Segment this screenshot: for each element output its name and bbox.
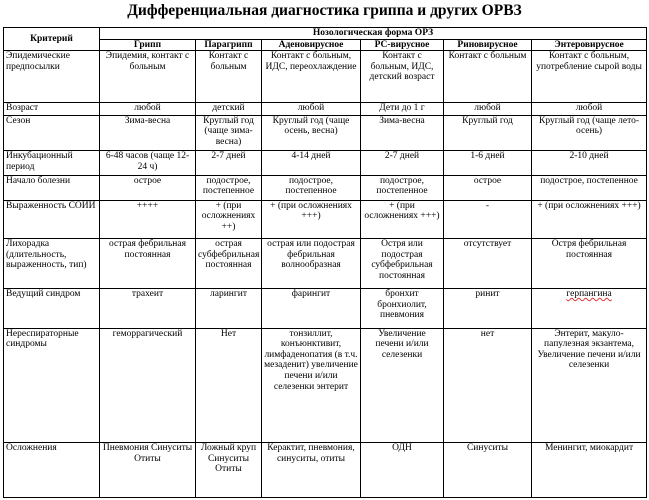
table-cell: 2-10 дней [532,150,647,175]
table-cell: Зима-весна [100,115,196,150]
table-cell: ринит [444,289,532,328]
table-row [4,289,647,328]
table-cell: Эпидемия, контакт с больным [100,51,196,103]
row-label: Возраст [4,103,100,115]
table-row [4,175,647,200]
table-cell: Круглый год [444,115,532,150]
diagnosis-table [3,27,647,498]
table-cell: геморрагический [100,328,196,442]
table-cell: любой [262,103,361,115]
row-label: Начало болезни [4,175,100,200]
table-cell: Остря фебрильная постоянная [532,239,647,289]
table-cell: фарингит [262,289,361,328]
table-cell: Керактит, пневмония, синуситы, отиты [262,442,361,497]
column-header: РС-вирусное [361,39,444,51]
page-title: Дифференциальная диагностика гриппа и других ОРВЗ [127,2,522,19]
column-header: Грипп [100,39,196,51]
table-cell: Менингит, миокардит [532,442,647,497]
table-cell: Энтерит, макуло-папулезная экзантема, Увеличение печени и/или селезенки [532,328,647,442]
table-cell: Контакт с больным [444,51,532,103]
table-cell: + (при осложнениях +++) [532,200,647,238]
table-cell: Нет [196,328,262,442]
table-cell: детский [196,103,262,115]
table-row [4,200,647,238]
table-cell: + (при осложнениях +++) [361,200,444,238]
table-cell: - [444,200,532,238]
column-header: Аденовирусное [262,39,361,51]
table-cell: герпангина [532,289,647,328]
row-label: Лихорадка (длительность, выраженность, тип) [4,239,100,289]
table-cell: Контакт с больным, ИДС, детский возраст [361,51,444,103]
table-cell: подострое, постепенное [262,175,361,200]
table-body [4,51,647,498]
table-cell: Дети до 1 г [361,103,444,115]
group-header: Нозологическая форма ОРЗ [100,28,647,40]
row-label: Ведущий синдром [4,289,100,328]
table-cell: Ложный круп Синуситы Отиты [196,442,262,497]
table-cell: Контакт с больным [196,51,262,103]
table-cell: Круглый год (чаще осень, весна) [262,115,361,150]
table-cell: подострое, постепенное [532,175,647,200]
table-cell: любой [100,103,196,115]
table-row [4,115,647,150]
table-cell: + (при осложнениях ++) [196,200,262,238]
table-cell: Контакт с больным, ИДС, переохлаждение [262,51,361,103]
table-cell: любой [444,103,532,115]
table-cell: 2-7 дней [361,150,444,175]
table-cell: 4-14 дней [262,150,361,175]
table-cell: острое [444,175,532,200]
column-header: Энтеровирусное [532,39,647,51]
table-cell: трахеит [100,289,196,328]
table-cell: отсутствует [444,239,532,289]
table-cell: нет [444,328,532,442]
table-cell: ++++ [100,200,196,238]
criterion-header: Критерий [4,28,100,51]
row-label: Выраженность СОИИ [4,200,100,238]
table-cell: любой [532,103,647,115]
header-row-group [4,28,647,40]
table-cell: Остря или подострая субфебрильная постоянная [361,239,444,289]
table-cell: острая или подострая фебрильная волнообразная [262,239,361,289]
column-header: Парагрипп [196,39,262,51]
table-cell: ОДН [361,442,444,497]
table-cell: тонзиллит, конъюнктивит, лимфаденопатия (в т.ч. мезаденит) увеличение печени и/или селезенки энтерит [262,328,361,442]
table-cell: подострое, постепенное [196,175,262,200]
row-label: Сезон [4,115,100,150]
table-cell: Синуситы [444,442,532,497]
table-row [4,442,647,497]
table-cell: ларингит [196,289,262,328]
table-cell: Круглый год (чаще лето-осень) [532,115,647,150]
row-label: Осложнения [4,442,100,497]
table-row [4,239,647,289]
table-cell: Пневмония Синуситы Отиты [100,442,196,497]
table-row [4,150,647,175]
row-label: Инкубационный период [4,150,100,175]
table-cell: Увеличение печени и/или селезенки [361,328,444,442]
header-row-columns [4,39,647,51]
table-cell: 2-7 дней [196,150,262,175]
table-row [4,51,647,103]
table-cell: 6-48 часов (чаще 12-24 ч) [100,150,196,175]
row-label: Нереспираторные синдромы [4,328,100,442]
table-cell: Контакт с больным, употребление сырой воды [532,51,647,103]
table-row [4,328,647,442]
table-cell: 1-6 дней [444,150,532,175]
table-cell: Круглый год (чаще зима-весна) [196,115,262,150]
row-label: Эпидемические предпосылки [4,51,100,103]
table-cell: Зима-весна [361,115,444,150]
column-header: Риновирусное [444,39,532,51]
table-cell: + (при осложнениях +++) [262,200,361,238]
table-cell: острая субфебрильная постоянная [196,239,262,289]
table-row [4,103,647,115]
table-cell: бронхит бронхиолит, пневмония [361,289,444,328]
table-cell: острое [100,175,196,200]
table-cell: острая фебрильная постоянная [100,239,196,289]
table-cell: подострое, постепенное [361,175,444,200]
